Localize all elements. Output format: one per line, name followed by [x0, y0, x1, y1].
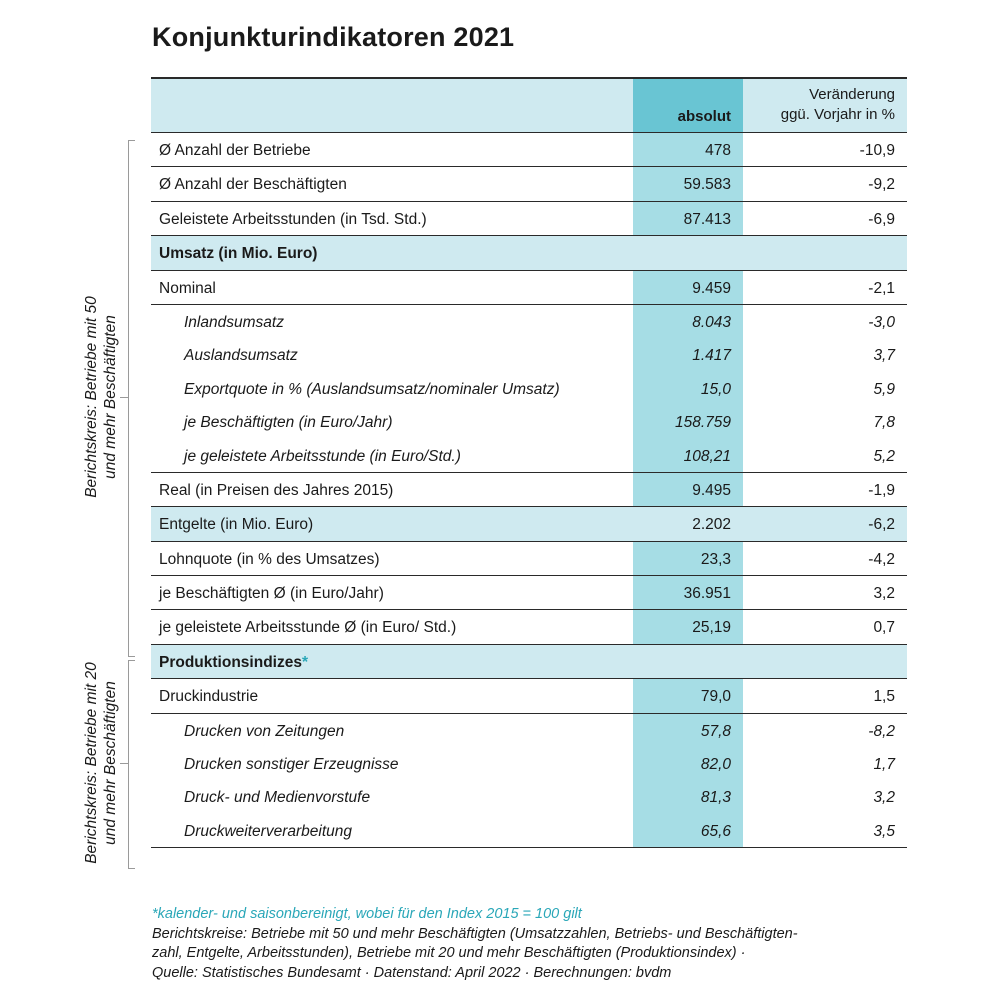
page-title: Konjunkturindikatoren 2021: [152, 22, 515, 52]
row-label: Real (in Preisen des Jahres 2015): [159, 481, 394, 499]
absolut-value: 1.417: [692, 347, 731, 365]
change-value: -6,2: [868, 516, 895, 534]
row-label: Geleistete Arbeitsstunden (in Tsd. Std.): [159, 210, 427, 228]
row-label: Lohnquote (in % des Umsatzes): [159, 550, 380, 568]
change-value: -2,1: [868, 279, 895, 297]
change-value: -8,2: [868, 722, 895, 740]
row-label: Nominal: [159, 279, 216, 297]
table-row: [151, 679, 907, 713]
change-value: -3,0: [868, 313, 895, 331]
table-row: [151, 271, 907, 305]
table-row: [151, 747, 907, 780]
row-label: Auslandsumsatz: [184, 347, 298, 365]
row-label: Produktionsindizes*: [159, 653, 309, 671]
footnote-index-note: *kalender- und saisonbereinigt, wobei für den Index 2015 = 100 gilt: [152, 906, 582, 922]
change-value: 1,7: [873, 756, 895, 774]
absolut-value: 57,8: [700, 722, 731, 740]
change-value: -6,9: [868, 210, 895, 228]
table-row: [151, 202, 907, 236]
table-row: [151, 780, 907, 813]
row-label: je geleistete Arbeitsstunde Ø (in Euro/ Std.): [159, 619, 457, 637]
table-row: [151, 167, 907, 201]
change-value: 5,2: [873, 447, 895, 465]
table-row: [151, 645, 907, 679]
row-label: Ø Anzahl der Betriebe: [159, 142, 311, 159]
absolut-value: 15,0: [700, 380, 731, 398]
upper-bracket-tick: [120, 397, 128, 398]
absolut-value: 79,0: [700, 688, 731, 706]
table-row: [151, 576, 907, 610]
absolut-value: 9.495: [692, 481, 731, 499]
lower-side-label-line2: und mehr Beschäftigten: [102, 681, 119, 845]
lower-side-label: [82, 613, 120, 913]
row-label: Druckindustrie: [159, 688, 259, 706]
absolut-value: 8.043: [692, 313, 731, 331]
footnote-star: *: [301, 653, 309, 671]
row-label: Druckweiterverarbeitung: [184, 822, 352, 840]
footnote-line-3: Quelle: Statistisches Bundesamt · Datenstand: April 2022 · Berechnungen: bvdm: [152, 964, 672, 981]
row-label: Entgelte (in Mio. Euro): [159, 516, 314, 534]
upper-side-label: [82, 247, 120, 547]
table-row: [151, 542, 907, 576]
table-body: [151, 133, 907, 847]
table-row: [151, 714, 907, 747]
change-value: 3,5: [873, 822, 895, 840]
row-label: Inlandsumsatz: [184, 313, 284, 331]
row-label: je geleistete Arbeitsstunde (in Euro/Std.): [184, 447, 461, 465]
absolut-value: 87.413: [683, 210, 731, 228]
table-row: [151, 305, 907, 338]
table-row: [151, 507, 907, 541]
absolut-header-label: absolut: [677, 108, 731, 125]
change-value: 5,9: [873, 380, 895, 398]
indicator-table: [151, 77, 907, 848]
change-value: -4,2: [868, 550, 895, 568]
change-value: 3,2: [873, 585, 895, 603]
change-header-line1: Veränderung: [809, 86, 895, 103]
absolut-value: 9.459: [692, 279, 731, 297]
upper-bracket: [128, 140, 135, 657]
absolut-value: 478: [705, 142, 731, 159]
footnote-line-1: Berichtskreise: Betriebe mit 50 und mehr Beschäftigten (Umsatzzahlen, Betriebs- und Beschäftigten-: [152, 925, 798, 942]
absolut-value: 65,6: [700, 822, 731, 840]
change-value: 3,2: [873, 789, 895, 807]
change-value: 0,7: [873, 619, 895, 637]
change-value: 7,8: [873, 414, 895, 432]
table-row: [151, 610, 907, 644]
change-header-line2: ggü. Vorjahr in %: [780, 106, 895, 123]
row-label: je Beschäftigten (in Euro/Jahr): [184, 414, 393, 432]
upper-side-label-line2: und mehr Beschäftigten: [102, 315, 119, 479]
absolut-cell-background: [633, 645, 743, 678]
table-row: [151, 814, 907, 847]
table-header: [151, 79, 907, 133]
table-row: [151, 133, 907, 167]
lower-bracket-tick: [120, 763, 128, 764]
row-label: Ø Anzahl der Beschäftigten: [159, 176, 347, 194]
upper-side-label-line1: Berichtskreis: Betriebe mit 50: [83, 296, 100, 498]
table-row: [151, 439, 907, 473]
change-value: -10,9: [859, 142, 895, 159]
absolut-value: 2.202: [692, 516, 731, 534]
change-value: 1,5: [873, 688, 895, 706]
absolut-cell-background: [633, 236, 743, 269]
absolut-value: 59.583: [683, 176, 731, 194]
row-label: Drucken von Zeitungen: [184, 722, 345, 740]
row-label: je Beschäftigten Ø (in Euro/Jahr): [159, 585, 384, 603]
change-value: 3,7: [873, 347, 895, 365]
row-label: Umsatz (in Mio. Euro): [159, 245, 318, 263]
absolut-value: 81,3: [700, 789, 731, 807]
absolut-value: 23,3: [700, 550, 731, 568]
table-row: [151, 338, 907, 371]
table-row: [151, 473, 907, 507]
footnotes: [152, 905, 912, 983]
lower-side-label-line1: Berichtskreis: Betriebe mit 20: [83, 662, 100, 864]
footnote-line-2: zahl, Entgelte, Arbeitsstunden), Betriebe mit 20 und mehr Beschäftigten (Produktionsindex) ·: [152, 945, 746, 961]
change-header-label: [781, 85, 895, 125]
lower-bracket: [128, 660, 135, 869]
row-label: Druck- und Medienvorstufe: [184, 789, 371, 807]
absolut-value: 108,21: [683, 447, 731, 465]
absolut-value: 36.951: [683, 585, 731, 603]
change-value: -1,9: [868, 481, 895, 499]
absolut-value: 25,19: [692, 619, 731, 637]
change-value: -9,2: [868, 176, 895, 194]
absolut-value: 158.759: [674, 414, 731, 432]
row-label: Drucken sonstiger Erzeugnisse: [184, 756, 399, 774]
table-row: [151, 405, 907, 438]
table-row: [151, 236, 907, 270]
table-row: [151, 372, 907, 405]
row-label: Exportquote in % (Auslandsumsatz/nominaler Umsatz): [184, 380, 560, 398]
absolut-value: 82,0: [700, 756, 731, 774]
